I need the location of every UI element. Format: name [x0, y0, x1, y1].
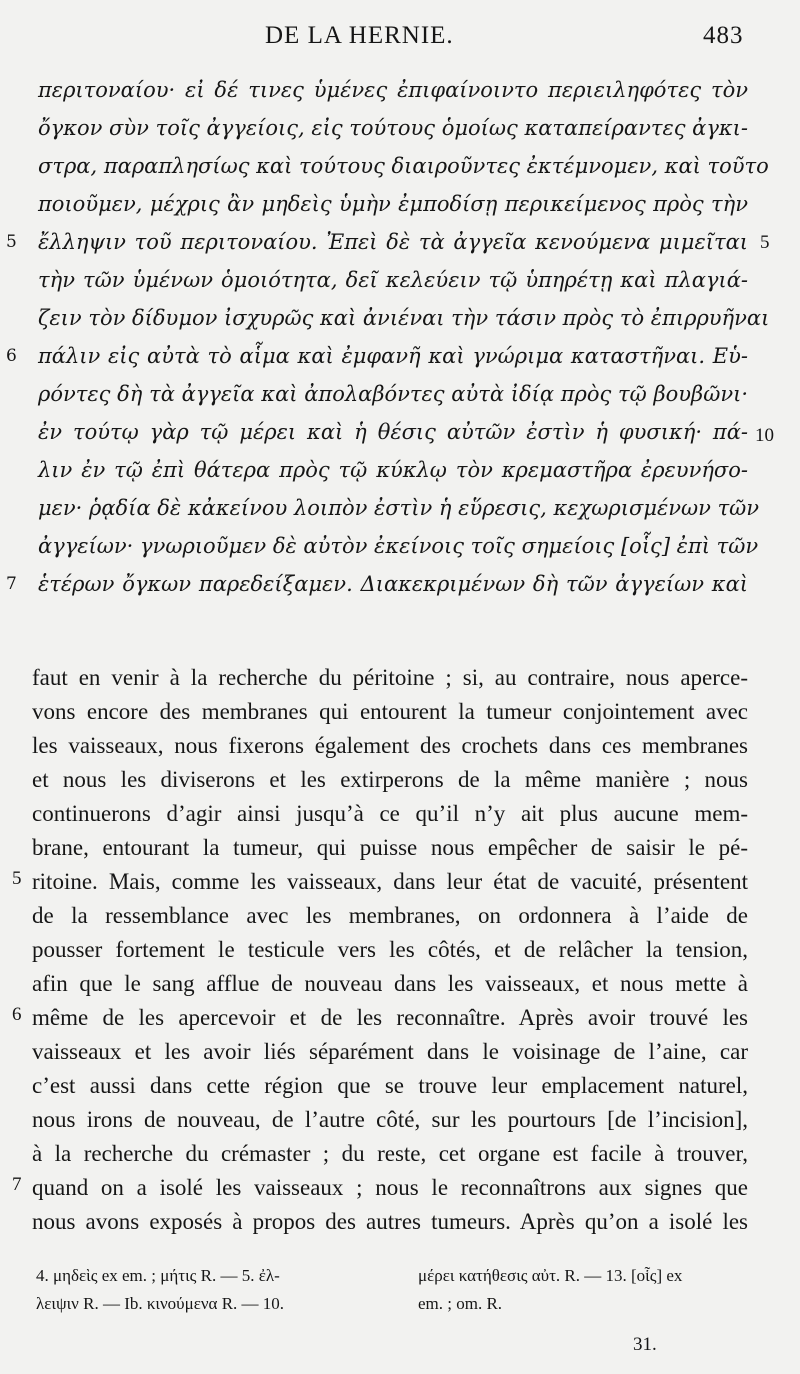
page-header [0, 22, 800, 56]
line-number: 6 [12, 1004, 22, 1025]
greek-line: στρα, παραπλησίως καὶ τούτους διαιροῦντες ἐκτέμνομεν, καὶ τοῦτο [38, 154, 769, 178]
page-number: 483 [703, 22, 744, 49]
french-line: vons encore des membranes qui entourent la tumeur conjointement avec [32, 699, 748, 724]
french-line: même de les apercevoir et de les reconnaître. Après avoir trouvé les [32, 1005, 748, 1030]
margin-line-number: 5 [760, 232, 770, 253]
french-line: brane, entourant la tumeur, qui puisse nous empêcher de saisir le pé- [32, 835, 748, 860]
greek-line: ἀγγείων· γνωριοῦμεν δὲ αὐτὸν ἐκείνοις τοῖς σημείοις [οἷς] ἐπὶ τῶν [38, 534, 759, 558]
french-line: continuerons d’agir ainsi jusqu’à ce qu’il n’y ait plus aucune mem- [32, 801, 748, 826]
french-line: nous avons exposés à propos des autres tumeurs. Après qu’on a isolé les [32, 1209, 748, 1234]
french-line: c’est aussi dans cette région que se trouve leur emplacement naturel, [32, 1073, 748, 1098]
french-line: les vaisseaux, nous fixerons également des crochets dans ces membranes [32, 733, 748, 758]
french-line: faut en venir à la recherche du péritoine ; si, au contraire, nous aperce- [32, 665, 748, 690]
french-line: vaisseaux et les avoir liés séparément dans le voisinage de l’aine, car [32, 1039, 748, 1064]
footnote-line: μέρει κατήθεσις αὐτ. R. — 13. [οἷς] ex [418, 1266, 683, 1285]
line-number: 7 [6, 574, 17, 594]
greek-line: ποιοῦμεν, μέχρις ἂν μηδεὶς ὑμὴν ἐμποδίσῃ περικείμενος πρὸς τὴν [38, 192, 748, 216]
footnotes-right-column [418, 1262, 753, 1318]
running-title: DE LA HERNIE. [265, 22, 454, 49]
greek-line: ὄγκον σὺν τοῖς ἀγγείοις, εἰς τούτους ὁμοίως καταπείραντες ἀγκι- [38, 116, 748, 140]
footnote-line: λειψιν R. — Ib. κινούμενα R. — 10. [36, 1294, 285, 1313]
line-number: 5 [12, 868, 22, 889]
french-line: et nous les diviserons et les extirperons de la même manière ; nous [32, 767, 748, 792]
greek-line: 5 ἔλληψιν τοῦ περιτοναίου. Ἐπεὶ δὲ τὰ ἀγγεῖα κενούμενα μιμεῖται [38, 222, 748, 262]
line-number: 7 [12, 1174, 22, 1195]
french-line: nous irons de nouveau, de l’autre côté, sur les pourtours [de l’incision], [32, 1107, 748, 1132]
greek-line: ρόντες δὴ τὰ ἀγγεῖα καὶ ἀπολαβόντες αὐτὰ ἰδίᾳ πρὸς τῷ βουβῶνι· [38, 382, 748, 406]
greek-line: ἐν τούτῳ γὰρ τῷ μέρει καὶ ἡ θέσις αὐτῶν ἐστὶν ἡ φυσική· πά- [38, 420, 748, 444]
french-line: quand on a isolé les vaisseaux ; nous le reconnaîtrons aux signes que [32, 1175, 748, 1200]
greek-line: τὴν τῶν ὑμένων ὁμοιότητα, δεῖ κελεύειν τῷ ὑπηρέτῃ καὶ πλαγιά- [38, 268, 748, 292]
french-line: afin que le sang afflue de nouveau dans les vaisseaux, et nous mette à [32, 971, 748, 996]
margin-line-number: 10 [755, 425, 774, 446]
french-line: à la recherche du crémaster ; du reste, cet organe est facile à trouver, [32, 1141, 748, 1166]
french-line: de la ressemblance avec les membranes, on ordonnera à l’aide de [32, 903, 748, 928]
greek-line: 6 πάλιν εἰς αὐτὰ τὸ αἷμα καὶ ἐμφανῆ καὶ γνώριμα καταστῆναι. Εὑ- [38, 336, 748, 376]
french-line: ritoine. Mais, comme les vaisseaux, dans leur état de vacuité, présentent [32, 869, 748, 894]
french-line: pousser fortement le testicule vers les côtés, et de relâcher la tension, [32, 937, 748, 962]
footnote-line: em. ; om. R. [418, 1294, 503, 1313]
footnotes-left-column [36, 1262, 371, 1318]
line-number: 5 [6, 232, 17, 252]
greek-line: λιν ἐν τῷ ἐπὶ θάτερα πρὸς τῷ κύκλῳ τὸν κρεμαστῆρα ἐρευνήσο- [38, 458, 748, 482]
greek-line: μεν· ῥᾳδία δὲ κἀκείνου λοιπὸν ἐστὶν ἡ εὕρεσις, κεχωρισμένων τῶν [38, 496, 760, 520]
greek-line: ζειν τὸν δίδυμον ἰσχυρῶς καὶ ἀνιέναι τὴν τάσιν πρὸς τὸ ἐπιρρυῆναι [38, 306, 770, 330]
greek-line: περιτοναίου· εἰ δέ τινες ὑμένες ἐπιφαίνοιντο περιειληφότες τὸν [38, 78, 748, 102]
footnote-line: 4. μηδεὶς ex em. ; μήτις R. — 5. ἐλ- [36, 1266, 280, 1285]
signature-mark: 31. [633, 1334, 657, 1355]
greek-line: 7 ἑτέρων ὄγκων παρεδείξαμεν. Διακεκριμένων δὴ τῶν ἀγγείων καὶ [38, 564, 748, 604]
line-number: 6 [6, 346, 17, 366]
